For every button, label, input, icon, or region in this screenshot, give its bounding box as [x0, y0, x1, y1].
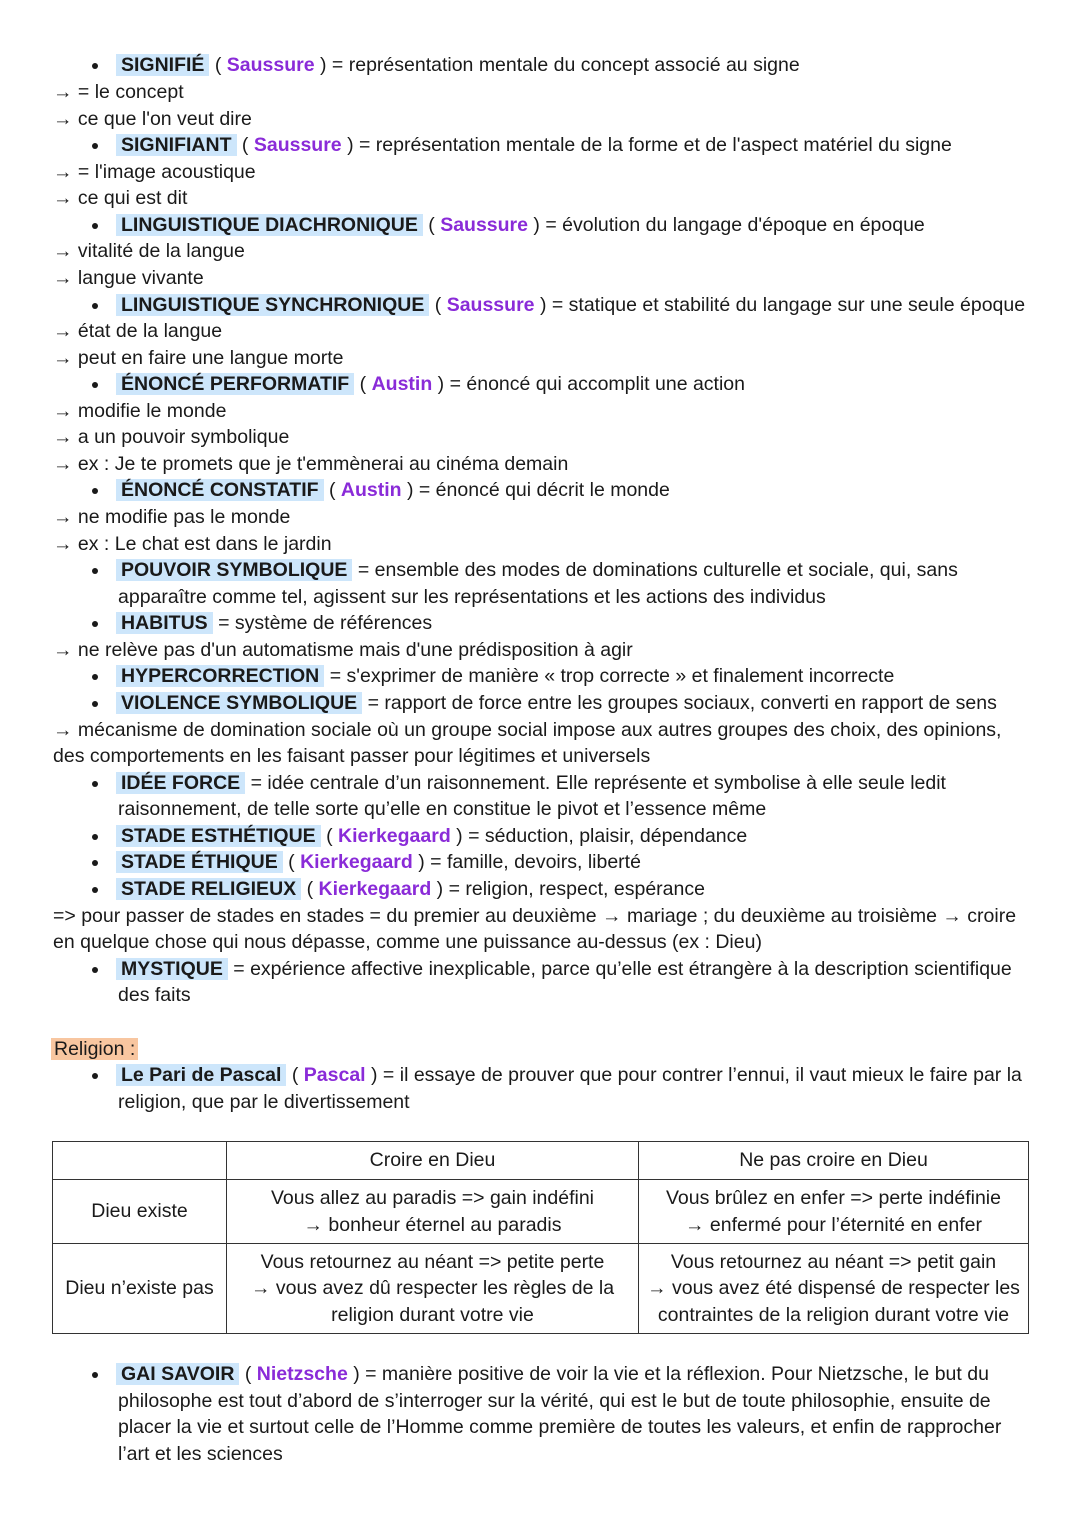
definition-text: ) = séduction, plaisir, dépendance	[456, 825, 748, 847]
arrow-note: → = l'image acoustique	[53, 161, 256, 183]
definition-text: ) = famille, devoirs, liberté	[418, 851, 641, 873]
table-corner-cell	[53, 1142, 227, 1180]
table-cell	[639, 1244, 1029, 1334]
row-label: Dieu existe	[53, 1180, 227, 1244]
definition-stade-ethique: STADE ÉTHIQUE ( Kierkegaard ) = famille, devoirs, liberté	[118, 849, 1038, 876]
arrow-note: → vitalité de la langue	[53, 240, 245, 262]
arrow-note: → a un pouvoir symbolique	[53, 426, 290, 448]
definition-text: ) = religion, respect, espérance	[436, 878, 705, 900]
cell-line: Vous retournez au néant => petite perte	[260, 1250, 605, 1273]
definition-text: = idée centrale d’un raisonnement. Elle représente et symbolise à elle seule ledit	[250, 772, 946, 794]
note-continuation: en quelque chose qui nous dépasse, comme une puissance au-dessus (ex : Dieu)	[53, 931, 762, 953]
cell-line: Vous brûlez en enfer => perte indéfinie	[666, 1187, 1001, 1209]
definition-text: = expérience affective inexplicable, parce qu’elle est étrangère à la description scientifique	[233, 958, 1012, 980]
arrow-note: → ne relève pas d'un automatisme mais d'une prédisposition à agir	[53, 639, 633, 661]
author-name: Kierkegaard	[300, 851, 413, 873]
arrow-note: → ce que l'on veut dire	[53, 108, 252, 130]
arrow-note: → ex : Le chat est dans le jardin	[53, 533, 332, 555]
term-highlight: LINGUISTIQUE SYNCHRONIQUE	[116, 294, 429, 316]
pascal-wager-table	[52, 1141, 1029, 1334]
term-highlight: GAI SAVOIR	[116, 1363, 239, 1385]
definition-enonce-performatif: ÉNONCÉ PERFORMATIF ( Austin ) = énoncé qui accomplit une action	[118, 371, 1038, 398]
author-name: Austin	[371, 373, 433, 395]
term-highlight: POUVOIR SYMBOLIQUE	[116, 559, 352, 581]
definition-pari-pascal: Le Pari de Pascal ( Pascal ) = il essaye de prouver que pour contrer l’ennui, il vaut mieux le faire par la	[118, 1062, 1038, 1089]
cell-line: → vous avez dû respecter les règles de la	[250, 1277, 615, 1300]
arrow-note: → langue vivante	[53, 267, 204, 289]
arrow-note: → ne modifie pas le monde	[53, 506, 291, 528]
definition-enonce-constatif: ÉNONCÉ CONSTATIF ( Austin ) = énoncé qui décrit le monde	[118, 477, 1038, 504]
term-highlight: STADE RELIGIEUX	[116, 878, 301, 900]
term-highlight: IDÉE FORCE	[116, 772, 245, 794]
definition-text: ) = énoncé qui décrit le monde	[406, 479, 670, 501]
definition-signifie: SIGNIFIÉ ( Saussure ) = représentation mentale du concept associé au signe	[118, 52, 1038, 79]
arrow-note: → modifie le monde	[53, 400, 227, 422]
definition-text: ) = représentation mentale du concept associé au signe	[320, 54, 800, 76]
arrow-note: → ex : Je te promets que je t'emmènerai au cinéma demain	[53, 453, 569, 475]
author-name: Saussure	[253, 134, 342, 156]
definition-idee-force	[118, 770, 1038, 797]
definition-text: = système de références	[218, 612, 433, 634]
table-row	[53, 1244, 1029, 1334]
definition-pouvoir-symbolique	[118, 557, 1038, 584]
table-cell	[639, 1180, 1029, 1244]
definition-linguistique-diachronique: LINGUISTIQUE DIACHRONIQUE ( Saussure ) = évolution du langage d'époque en époque	[118, 212, 1038, 239]
section-title: Religion :	[51, 1038, 138, 1060]
note-continuation: des comportements en les faisant passer pour légitimes et universels	[53, 745, 651, 767]
term-highlight: Le Pari de Pascal	[116, 1064, 286, 1086]
term-highlight: STADE ESTHÉTIQUE	[116, 825, 321, 847]
author-name: Saussure	[446, 294, 535, 316]
definition-linguistique-synchronique: LINGUISTIQUE SYNCHRONIQUE ( Saussure ) = statique et stabilité du langage sur une seule époque	[118, 292, 1038, 319]
term-highlight: SIGNIFIANT	[116, 134, 237, 156]
table-header: Ne pas croire en Dieu	[639, 1142, 1029, 1180]
author-name: Kierkegaard	[318, 878, 432, 900]
cell-line: Vous retournez au néant => petit gain	[670, 1250, 997, 1273]
term-highlight: VIOLENCE SYMBOLIQUE	[116, 692, 362, 714]
term-highlight: MYSTIQUE	[116, 958, 228, 980]
definition-text: ) = manière positive de voir la vie et la réflexion. Pour Nietzsche, le but du	[353, 1363, 989, 1385]
term-highlight: HABITUS	[116, 612, 213, 634]
arrow-note: → ce qui est dit	[53, 187, 188, 209]
term-highlight: ÉNONCÉ CONSTATIF	[116, 479, 324, 501]
cell-line: Vous allez au paradis => gain indéfini	[270, 1187, 595, 1209]
definition-continuation: raisonnement, de telle sorte qu’elle en constitue le pivot et l’essence même	[118, 798, 767, 820]
cell-line: → vous avez été dispensé de respecter les	[647, 1277, 1020, 1300]
definition-text: ) = représentation mentale de la forme et de l'aspect matériel du signe	[347, 134, 952, 156]
table-cell	[227, 1244, 639, 1334]
author-name: Saussure	[440, 214, 528, 236]
definition-mystique	[118, 956, 1038, 983]
arrow-note: → = le concept	[53, 81, 184, 103]
definition-stade-esthetique: STADE ESTHÉTIQUE ( Kierkegaard ) = séduction, plaisir, dépendance	[118, 823, 1038, 850]
definition-text: ) = évolution du langage d'époque en époque	[533, 214, 925, 236]
cell-line: → enfermé pour l’éternité en enfer	[685, 1213, 982, 1236]
arrow-note: → peut en faire une langue morte	[53, 347, 344, 369]
author-name: Austin	[340, 479, 402, 501]
author-name: Saussure	[226, 54, 315, 76]
definition-text: ) = il essaye de prouver que pour contrer l’ennui, il vaut mieux le faire par la	[371, 1064, 1022, 1086]
definition-text: = ensemble des modes de dominations culturelle et sociale, qui, sans	[357, 559, 958, 581]
table-header-row	[53, 1142, 1029, 1180]
definition-gai-savoir: GAI SAVOIR ( Nietzsche ) = manière positive de voir la vie et la réflexion. Pour Nietzsche, le but du	[118, 1361, 1038, 1388]
cell-line: religion durant votre vie	[331, 1303, 534, 1326]
table-cell	[227, 1180, 639, 1244]
summary-note: => pour passer de stades en stades = du premier au deuxième → mariage ; du deuxième au troisième → croire	[53, 905, 1017, 927]
row-label: Dieu n’existe pas	[53, 1244, 227, 1334]
cell-line: → bonheur éternel au paradis	[303, 1213, 562, 1236]
definition-stade-religieux: STADE RELIGIEUX ( Kierkegaard ) = religion, respect, espérance	[118, 876, 1038, 903]
term-highlight: HYPERCORRECTION	[116, 665, 324, 687]
definition-continuation: des faits	[118, 984, 191, 1006]
definition-text: = s'exprimer de manière « trop correcte » et finalement incorrecte	[329, 665, 895, 687]
definition-continuation: placer la vie et surtout celle de l’Homme comme première de toutes les valeurs, et enfin de rapprocher	[118, 1416, 1002, 1438]
table-header: Croire en Dieu	[227, 1142, 639, 1180]
definition-signifiant: SIGNIFIANT ( Saussure ) = représentation mentale de la forme et de l'aspect matériel du signe	[118, 132, 1038, 159]
arrow-note: → mécanisme de domination sociale où un groupe social impose aux autres groupes des choix, des opinions,	[53, 719, 1002, 741]
table-row	[53, 1180, 1029, 1244]
definition-continuation: religion, que par le divertissement	[118, 1091, 410, 1113]
term-highlight: STADE ÉTHIQUE	[116, 851, 283, 873]
definition-continuation: l’art et les sciences	[118, 1443, 283, 1465]
definition-habitus	[118, 610, 1038, 637]
definition-text: = rapport de force entre les groupes sociaux, converti en rapport de sens	[367, 692, 997, 714]
definition-hypercorrection	[118, 663, 1038, 690]
author-name: Kierkegaard	[338, 825, 451, 847]
definition-continuation: philosophe est tout d’abord de s’interroger sur la vérité, qui est le but de toute philosophie, ensuite de	[118, 1390, 991, 1412]
section-heading	[53, 1036, 1038, 1063]
term-highlight: LINGUISTIQUE DIACHRONIQUE	[116, 214, 423, 236]
term-highlight: ÉNONCÉ PERFORMATIF	[116, 373, 354, 395]
author-name: Nietzsche	[256, 1363, 348, 1385]
arrow-note: → état de la langue	[53, 320, 223, 342]
term-highlight: SIGNIFIÉ	[116, 54, 209, 76]
cell-line: contraintes de la religion durant votre vie	[657, 1303, 1010, 1326]
author-name: Pascal	[303, 1064, 366, 1086]
definition-text: ) = énoncé qui accomplit une action	[437, 373, 745, 395]
definition-text: ) = statique et stabilité du langage sur une seule époque	[539, 294, 1026, 316]
definition-violence-symbolique	[118, 690, 1038, 717]
definition-continuation: apparaître comme tel, agissent sur les représentations et les actions des individus	[118, 586, 826, 608]
